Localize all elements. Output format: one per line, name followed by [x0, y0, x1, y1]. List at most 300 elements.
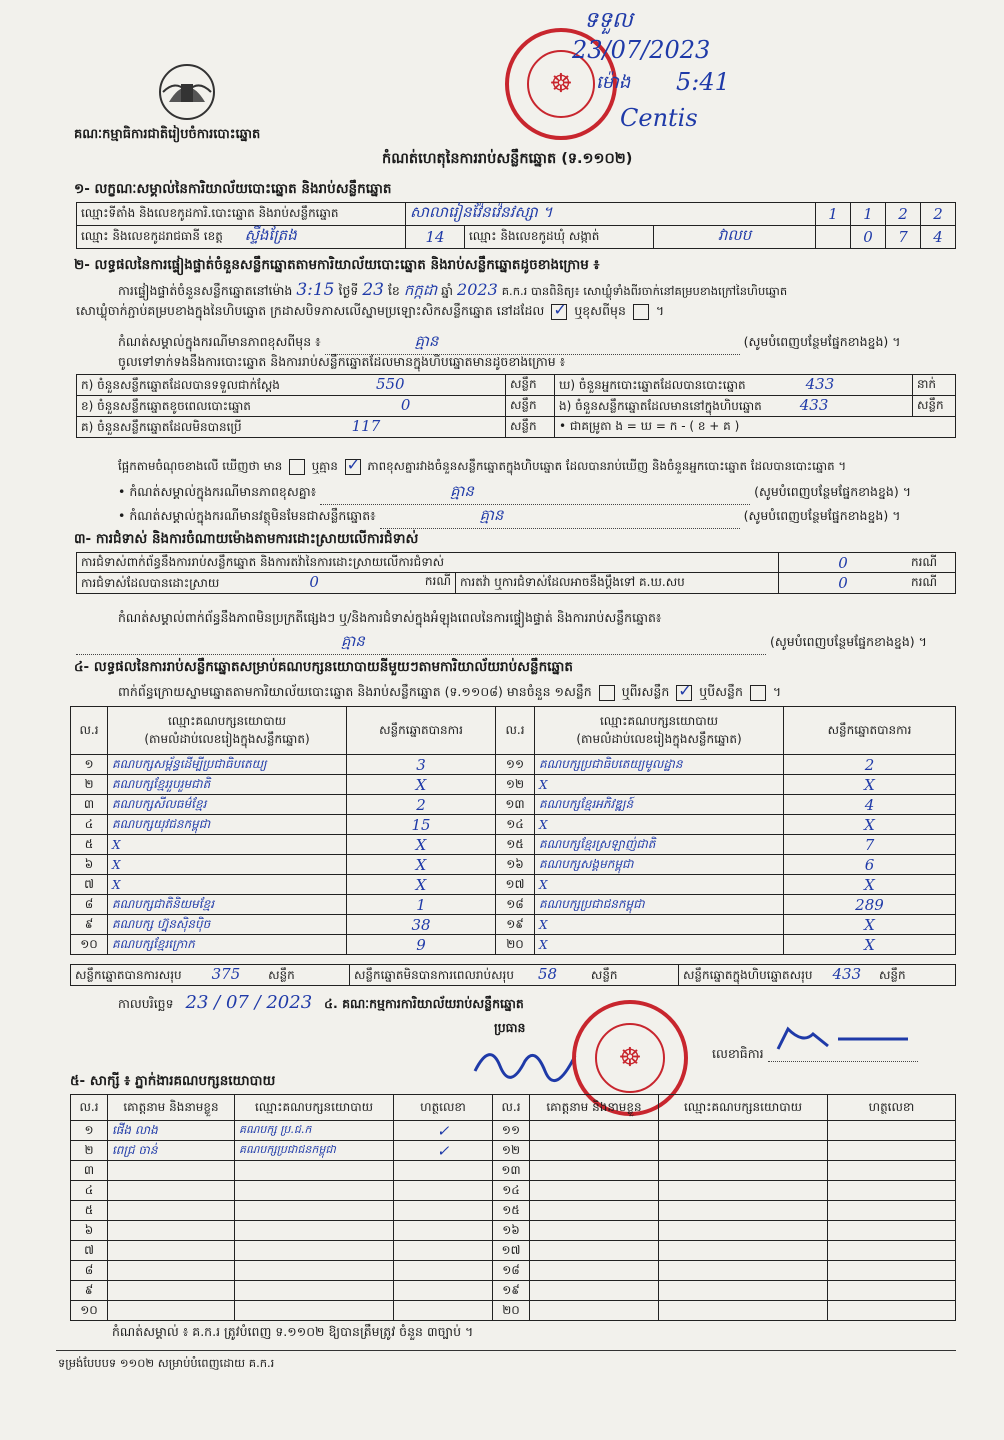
footer-rule — [56, 1350, 956, 1351]
date-value: 23 / 07 / 2023 — [185, 992, 313, 1013]
discrepancy-note-line — [118, 482, 911, 505]
verify-time: 3:15 — [296, 280, 335, 300]
left-party: គណបក្សយុវជនកម្ពុជា — [108, 815, 347, 835]
left-votes: X — [347, 875, 496, 895]
complaints-note: កំណត់សម្គាល់ពាក់ព័ន្ធនឹងភាពមិនប្រក្រតីផ្សេងៗ ឬ/និងការជំទាស់ក្នុងអំឡុងពេលនៃការផ្ទៀងផ្ទាត់ និងការរាប់សន្លឹកឆ្នោត៖ — [118, 610, 662, 625]
diff-note-value: គ្មាន — [325, 332, 740, 355]
complaints-row2b-unit: ករណី — [907, 573, 956, 594]
count-a-cell — [77, 375, 506, 396]
right-party: X — [535, 815, 784, 835]
sum-valid-unit: សន្លឹក — [268, 968, 295, 982]
witness-row — [71, 1181, 956, 1201]
w-right-party — [659, 1181, 828, 1201]
three-sheet-text: ឬបីសន្លឹក — [699, 684, 743, 699]
left-votes: X — [347, 855, 496, 875]
left-party: X — [108, 855, 347, 875]
w-left-no: ១០ — [71, 1301, 108, 1321]
verify-text-b: ថ្ងៃទី — [338, 283, 359, 298]
col-votes-right: សន្លឹកឆ្នោតបានការ — [784, 707, 956, 755]
discrepancy-note-hint: (សូមបំពេញបន្ថែមផ្នែកខាងខ្នង) ។ — [754, 484, 911, 499]
right-no: ១៣ — [496, 795, 535, 815]
right-votes: 6 — [784, 855, 956, 875]
results-row — [71, 755, 956, 775]
w-right-sign — [828, 1201, 956, 1221]
w-right-party — [659, 1161, 828, 1181]
count-c-value: 117 — [351, 417, 381, 435]
results-row — [71, 775, 956, 795]
right-votes: X — [784, 915, 956, 935]
complaints-row1-unit: ករណី — [907, 553, 956, 573]
w-col-party-right: ឈ្មោះគណបក្សនយោបាយ — [659, 1095, 828, 1121]
w-left-no: ៨ — [71, 1261, 108, 1281]
w-left-no: ៦ — [71, 1221, 108, 1241]
w-left-name: ផើង លាង — [108, 1121, 235, 1141]
witness-row — [71, 1141, 956, 1161]
foreign-object-value: គ្មាន — [380, 506, 740, 529]
diff-note-hint: (សូមបំពេញបន្ថែមផ្នែកខាងខ្នង) ។ — [743, 334, 901, 349]
right-no: ១៩ — [496, 915, 535, 935]
right-no: ១៧ — [496, 875, 535, 895]
final-note: កំណត់សម្គាល់ ៖ គ.ក.រ ត្រូវបំពេញ ទ.១១០២ ឱ្យបានត្រឹមត្រូវ ចំនួន ៣ច្បាប់ ។ — [112, 1324, 474, 1339]
sum-invalid-label: សន្លឹកឆ្នោតមិនបានការពេលរាប់សរុប — [354, 968, 514, 982]
commune-label: ឈ្មោះ និងលេខកូដឃុំ សង្កាត់ — [465, 226, 654, 249]
committee-stamp: ☸ — [572, 1000, 688, 1116]
has-discrepancy-checkbox[interactable] — [289, 459, 305, 475]
commune-value: វាលប — [654, 226, 816, 249]
w-left-sign — [394, 1241, 493, 1261]
commune-code-3: 4 — [921, 226, 956, 249]
w-right-name — [530, 1221, 659, 1241]
verify-text-c: ខែ — [387, 283, 400, 298]
w-left-sign — [394, 1221, 493, 1241]
w-left-party: គណបក្សប្រជាជនកម្ពុជា — [235, 1141, 394, 1161]
w-col-name-left: គោត្តនាម និងនាមខ្លួន — [108, 1095, 235, 1121]
w-left-no: ៧ — [71, 1241, 108, 1261]
w-left-party: គណបក្ស ប្រ.ជ.ក — [235, 1121, 394, 1141]
w-right-name — [530, 1241, 659, 1261]
complaints-note-value: គ្មាន — [76, 632, 766, 655]
left-no: ២ — [71, 775, 108, 795]
w-left-party — [235, 1221, 394, 1241]
verify-text-no: ឬខុសពីមុន — [574, 303, 626, 318]
w-left-name — [108, 1261, 235, 1281]
witness-row — [71, 1241, 956, 1261]
verify-year: 2023 — [457, 280, 498, 299]
w-left-no: ៩ — [71, 1281, 108, 1301]
w-left-sign — [394, 1301, 493, 1321]
w-left-no: ២ — [71, 1141, 108, 1161]
same-checkbox[interactable] — [551, 304, 567, 320]
chair-signature — [470, 1036, 580, 1090]
station-code-4: 2 — [921, 203, 956, 226]
results-table — [70, 706, 956, 955]
w-col-sign-left: ហត្ថលេខា — [394, 1095, 493, 1121]
tally-sheet-text: ពាក់ព័ន្ធក្រោយស្នាមឆ្នោតតាមការិយាល័យបោះឆ្នោត និងរាប់សន្លឹកឆ្នោត (ទ.១១០៨) មានចំនួន ១សន្លឹក — [118, 684, 592, 699]
w-left-name — [108, 1161, 235, 1181]
sum-valid-value: 375 — [211, 965, 241, 983]
verify-text-d: ឆ្នាំ — [441, 283, 454, 298]
discrepancy-text-2: ឬគ្មាន — [311, 459, 338, 473]
w-right-sign — [828, 1161, 956, 1181]
w-left-sign — [394, 1261, 493, 1281]
w-right-party — [659, 1141, 828, 1161]
results-summary — [70, 964, 956, 986]
right-votes: 289 — [784, 895, 956, 915]
right-party: X — [535, 915, 784, 935]
province-code: 14 — [406, 226, 465, 249]
foreign-object-label: • កំណត់សម្គាល់ក្នុងករណីមានវត្ថុមិនមែនជាសន្លឹកឆ្នោត៖ — [118, 508, 376, 523]
w-right-sign — [828, 1261, 956, 1281]
count-d-unit: នាក់ — [913, 375, 956, 396]
right-no: ២០ — [496, 935, 535, 955]
witness-row — [71, 1121, 956, 1141]
chair-label: ប្រធាន — [494, 1020, 526, 1035]
verify-text-p2: សោឃ្លុំចាក់ភ្ជាប់គម្របខាងក្នុងនៃហិបឆ្នោត ក្រដាសបិទភាសលើស្នាមប្រឡោះសិកសន្លឹកឆ្នោត នៅដដែល — [76, 303, 545, 318]
sum-total-cell — [679, 965, 956, 986]
left-no: ៩ — [71, 915, 108, 935]
count-e-cell — [555, 396, 913, 417]
right-party: គណបក្សសង្គមកម្ពុជា — [535, 855, 784, 875]
witness-row — [71, 1281, 956, 1301]
w-left-name — [108, 1221, 235, 1241]
count-a-value: 550 — [375, 375, 405, 393]
col-no-right: ល.រ — [496, 707, 535, 755]
different-checkbox[interactable] — [633, 304, 649, 320]
right-no: ១៦ — [496, 855, 535, 875]
right-votes: X — [784, 875, 956, 895]
w-right-no: ១៥ — [493, 1201, 530, 1221]
results-row — [71, 795, 956, 815]
w-right-name — [530, 1141, 659, 1161]
w-left-sign — [394, 1201, 493, 1221]
station-code-2: 1 — [851, 203, 886, 226]
complaints-row2-text: ការជំទាស់ដែលបានដោះស្រាយ — [81, 576, 220, 590]
verify-text-e: គ.ក.រ បានពិនិត្យ៖ សោឃ្លុំទាំងពីរចាក់នៅគម្របខាងក្រៅនៃហិបឆ្នោត — [501, 284, 788, 298]
left-party: គណបក្សសីលធម៌ខ្មែរ — [108, 795, 347, 815]
w-right-name — [530, 1181, 659, 1201]
sum-invalid-cell — [350, 965, 679, 986]
results-row — [71, 935, 956, 955]
commune-code-1: 0 — [851, 226, 886, 249]
left-party: X — [108, 835, 347, 855]
left-votes: 38 — [347, 915, 496, 935]
polling-station-label: ឈ្មោះទីតាំង និងលេខកូដការិ.បោះឆ្នោត និងរាប់សន្លឹកឆ្នោត — [77, 203, 406, 226]
w-left-sign: ✓ — [394, 1141, 493, 1161]
left-votes: 15 — [347, 815, 496, 835]
complaints-row2-label — [77, 573, 456, 594]
w-left-party — [235, 1301, 394, 1321]
w-right-no: ១៣ — [493, 1161, 530, 1181]
left-votes: 9 — [347, 935, 496, 955]
left-party: គណបក្ស ហ្វ៊ុនស៊ិនប៉ិច — [108, 915, 347, 935]
stamp-time-label: ម៉ោង — [596, 72, 631, 93]
right-votes: 2 — [784, 755, 956, 775]
left-party: X — [108, 875, 347, 895]
w-left-no: ១ — [71, 1121, 108, 1141]
left-party: គណបក្សខ្មែរក្រោក — [108, 935, 347, 955]
complaints-table — [76, 552, 956, 594]
stamp-received-text: ទទួល — [584, 8, 633, 33]
count-b-cell — [77, 396, 506, 417]
complaints-row1-label: ការជំទាស់ពាក់ព័ន្ធនឹងការរាប់សន្លឹកឆ្នោត និងការតវ៉ានៃការដោះស្រាយលើការជំទាស់ — [77, 553, 779, 573]
w-left-name — [108, 1301, 235, 1321]
w-right-sign — [828, 1121, 956, 1141]
complaints-row2b-value: 0 — [779, 573, 908, 594]
section3-title: ៣- ការជំទាស់ និងការចំណាយម៉ោងតាមការដោះស្រាយលើការជំទាស់ — [74, 531, 419, 547]
form-title: កំណត់ហេតុនៃការរាប់សន្លឹកឆ្នោត (ទ.១១០២) — [382, 151, 633, 167]
w-right-no: ១៧ — [493, 1241, 530, 1261]
complaints-row2b-label: ការតវ៉ា ឬការជំទាស់ដែលអាចនឹងប្តឹងទៅ គ.ឃ.សប — [456, 573, 779, 594]
right-party: គណបក្សខ្មែរអភិវឌ្ឍន៍ — [535, 795, 784, 815]
col-party-left — [108, 707, 347, 755]
witness-row — [71, 1221, 956, 1241]
left-votes: 1 — [347, 895, 496, 915]
count-a-label: ក) ចំនួនសន្លឹកឆ្នោតដែលបានទទួលជាក់ស្តែង — [81, 378, 280, 392]
secretary-signature — [768, 1046, 918, 1062]
left-no: ១០ — [71, 935, 108, 955]
right-party: X — [535, 775, 784, 795]
footer-text: ទម្រង់បែបបទ ១១០២ សម្រាប់បំពេញដោយ គ.ក.រ — [58, 1356, 275, 1370]
right-party: X — [535, 935, 784, 955]
results-row — [71, 815, 956, 835]
w-right-no: ១២ — [493, 1141, 530, 1161]
count-formula: • ជាគម្រូតា ង = ឃ = ក - ( ខ + គ ) — [555, 417, 956, 438]
polling-station-value: សាលារៀនវ៉ែនវ៉េនវស្សា ។ — [406, 203, 816, 226]
w-left-sign: ✓ — [394, 1121, 493, 1141]
w-left-party — [235, 1201, 394, 1221]
verify-text-a: ការផ្ទៀងផ្ទាត់ចំនួនសន្លឹកឆ្នោតនៅម៉ោង — [118, 283, 293, 298]
complaints-row2-value: 0 — [309, 573, 319, 591]
section1-title: ១- លក្ខណៈសម្គាល់នៃការិយាល័យបោះឆ្នោត និងរាប់សន្លឹកឆ្នោត — [74, 181, 392, 197]
w-right-name — [530, 1261, 659, 1281]
col-party-right-title: ឈ្មោះគណបក្សនយោបាយ — [599, 713, 719, 728]
w-left-no: ៤ — [71, 1181, 108, 1201]
left-votes: 2 — [347, 795, 496, 815]
w-left-name — [108, 1281, 235, 1301]
sum-invalid-unit: សន្លឹក — [590, 968, 618, 982]
count-e-value: 433 — [799, 396, 829, 414]
sum-total-unit: សន្លឹក — [878, 968, 906, 982]
province-value: ស្ទឹងត្រែង — [244, 226, 297, 244]
w-left-party — [235, 1241, 394, 1261]
foreign-object-hint: (សូមបំពេញបន្ថែមផ្នែកខាងខ្នង) ។ — [743, 508, 901, 523]
w-right-name — [530, 1281, 659, 1301]
verify-day: 23 — [362, 280, 384, 300]
w-right-name — [530, 1161, 659, 1181]
tally-sheet-line: ពាក់ព័ន្ធក្រោយស្នាមឆ្នោតតាមការិយាល័យបោះឆ្នោត និងរាប់សន្លឹកឆ្នោត (ទ.១១០៨) មានចំនួន ១សន្លឹក ឬពីរសន្លឹក ✓ ឬបីសន្លឹក ។ — [118, 684, 781, 703]
col-party-right — [535, 707, 784, 755]
right-no: ១៥ — [496, 835, 535, 855]
w-right-name — [530, 1201, 659, 1221]
right-party: គណបក្សប្រជាធិបតេយ្យមូលដ្ឋាន — [535, 755, 784, 775]
right-no: ១៤ — [496, 815, 535, 835]
w-right-party — [659, 1241, 828, 1261]
stamp-date: 23/07/2023 — [572, 36, 711, 64]
right-votes: 7 — [784, 835, 956, 855]
left-votes: 3 — [347, 755, 496, 775]
witness-row — [71, 1201, 956, 1221]
province-label-text: ឈ្មោះ និងលេខកូដរាជធានី ខេត្ត — [81, 229, 223, 243]
w-left-sign — [394, 1161, 493, 1181]
no-discrepancy-checkbox[interactable] — [345, 459, 361, 475]
witness-row — [71, 1161, 956, 1181]
w-left-party — [235, 1261, 394, 1281]
province-label — [77, 226, 406, 249]
w-col-name-right: គោត្តនាម និងនាមខ្លួន — [530, 1095, 659, 1121]
w-left-name: ពេជ្រ ចាន់ — [108, 1141, 235, 1161]
w-right-party — [659, 1261, 828, 1281]
col-no-left: ល.រ — [71, 707, 108, 755]
w-left-sign — [394, 1181, 493, 1201]
w-right-no: ២០ — [493, 1301, 530, 1321]
witness-row — [71, 1301, 956, 1321]
three-sheet-checkbox[interactable] — [750, 685, 766, 701]
right-party: X — [535, 875, 784, 895]
one-sheet-checkbox[interactable] — [599, 685, 615, 701]
w-left-name — [108, 1181, 235, 1201]
results-row — [71, 835, 956, 855]
verification-line — [118, 280, 958, 303]
received-stamp: ☸ — [505, 28, 617, 140]
count-d-cell — [555, 375, 913, 396]
left-no: ៦ — [71, 855, 108, 875]
count-d-label: ឃ) ចំនួនអ្នកបោះឆ្នោតដែលបានបោះឆ្នោត — [559, 378, 746, 392]
verification-line-2: សោឃ្លុំចាក់ភ្ជាប់គម្របខាងក្នុងនៃហិបឆ្នោត ក្រដាសបិទភាសលើស្នាមប្រឡោះសិកសន្លឹកឆ្នោត នៅដដែល ✓ ឬខុសពីមុន ។ — [76, 303, 664, 322]
left-no: ៤ — [71, 815, 108, 835]
w-left-name — [108, 1201, 235, 1221]
discrepancy-line — [118, 458, 846, 476]
count-c-cell — [77, 417, 506, 438]
w-col-sign-right: ហត្ថលេខា — [828, 1095, 956, 1121]
count-b-label: ខ) ចំនួនសន្លឹកឆ្នោតខូចពេលបោះឆ្នោត — [81, 399, 251, 413]
left-party: គណបក្សជាតិនិយមខ្មែរ — [108, 895, 347, 915]
committee-title: ៤. គណៈកម្មការការិយាល័យរាប់សន្លឹកឆ្នោត — [324, 996, 524, 1011]
section1-table — [76, 202, 956, 249]
stamp-signature: Centis — [620, 104, 698, 132]
w-right-name — [530, 1301, 659, 1321]
sum-valid-label: សន្លឹកឆ្នោតបានការសរុប — [75, 968, 182, 982]
left-no: ១ — [71, 755, 108, 775]
complaints-note-line — [76, 632, 927, 655]
count-e-label: ង) ចំនួនសន្លឹកឆ្នោតដែលមាននៅក្នុងហិបឆ្នោត — [559, 399, 762, 413]
commune-code-2: 7 — [886, 226, 921, 249]
w-left-no: ៣ — [71, 1161, 108, 1181]
right-votes: 4 — [784, 795, 956, 815]
discrepancy-text-1: ផ្អែកតាមចំណុចខាងលើ ឃើញថា មាន — [118, 459, 283, 473]
secretary-label: លេខាធិការ — [712, 1046, 764, 1061]
w-right-party — [659, 1281, 828, 1301]
nec-emblem — [155, 62, 219, 122]
station-code-3: 2 — [886, 203, 921, 226]
left-votes: X — [347, 775, 496, 795]
w-left-name — [108, 1241, 235, 1261]
right-party: គណបក្សប្រជាជនកម្ពុជា — [535, 895, 784, 915]
counts-table — [76, 374, 956, 438]
w-right-no: ១៦ — [493, 1221, 530, 1241]
complaints-row2-unit: ករណី — [424, 574, 451, 588]
w-right-sign — [828, 1221, 956, 1241]
count-e-unit: សន្លឹក — [913, 396, 956, 417]
w-right-party — [659, 1121, 828, 1141]
section4-title: ៤- លទ្ធផលនៃការរាប់សន្លឹកឆ្នោតសម្រាប់គណបក្សនយោបាយនីមួយៗតាមការិយាល័យរាប់សន្លឹកឆ្នោត — [74, 659, 573, 675]
col-party-right-sub: (តាមលំដាប់លេខរៀងក្នុងសន្លឹកឆ្នោត) — [576, 731, 742, 746]
station-code-1: 1 — [816, 203, 851, 226]
w-col-no-right: ល.រ — [493, 1095, 530, 1121]
sum-invalid-value: 58 — [537, 965, 558, 983]
count-c-unit: សន្លឹក — [506, 417, 555, 438]
verify-month: កក្កដា — [403, 281, 438, 299]
discrepancy-text-3: ភាពខុសគ្នារវាងចំនួនសន្លឹកឆ្នោតក្នុងហិបឆ្នោត ដែលបានរាប់ឃើញ និងចំនួនអ្នកបោះឆ្នោត ដែលបានបោះឆ្នោត ។ — [367, 459, 847, 473]
w-left-party — [235, 1281, 394, 1301]
sum-total-label: សន្លឹកឆ្នោតក្នុងហិបឆ្នោតសរុប — [683, 968, 813, 982]
witness-table — [70, 1094, 956, 1321]
org-name: គណៈកម្មាធិការជាតិរៀបចំការបោះឆ្នោត — [74, 127, 261, 142]
left-no: ៧ — [71, 875, 108, 895]
w-left-no: ៥ — [71, 1201, 108, 1221]
left-no: ៥ — [71, 835, 108, 855]
results-body — [71, 755, 956, 955]
right-no: ១១ — [496, 755, 535, 775]
two-sheet-text: ឬពីរសន្លឹក — [621, 684, 670, 699]
sum-total-value: 433 — [832, 965, 862, 983]
w-left-party — [235, 1161, 394, 1181]
section2-title: ២- លទ្ធផលនៃការផ្ទៀងផ្ទាត់ចំនួនសន្លឹកឆ្នោតតាមការិយាល័យបោះឆ្នោត និងរាប់សន្លឹកឆ្នោតដូចខាងក្រោម ៖ — [74, 257, 600, 273]
w-right-no: ១១ — [493, 1121, 530, 1141]
complaints-note-hint: (សូមបំពេញបន្ថែមផ្នែកខាងខ្នង) ។ — [769, 634, 927, 649]
results-row — [71, 895, 956, 915]
discrepancy-note-label: • កំណត់សម្គាល់ក្នុងករណីមានភាពខុសគ្នា៖ — [118, 484, 317, 499]
w-right-no: ១៤ — [493, 1181, 530, 1201]
left-no: ៨ — [71, 895, 108, 915]
sum-valid-cell — [71, 965, 350, 986]
w-right-no: ១៩ — [493, 1281, 530, 1301]
secretary-line — [712, 1046, 918, 1065]
count-b-unit: សន្លឹក — [506, 396, 555, 417]
w-right-sign — [828, 1301, 956, 1321]
results-row — [71, 855, 956, 875]
w-right-no: ១៨ — [493, 1261, 530, 1281]
count-c-label: គ) ចំនួនសន្លឹកឆ្នោតដែលមិនបានប្រើ — [81, 420, 242, 434]
col-votes-left: សន្លឹកឆ្នោតបានការ — [347, 707, 496, 755]
w-right-sign — [828, 1241, 956, 1261]
results-row — [71, 915, 956, 935]
w-right-party — [659, 1301, 828, 1321]
w-right-party — [659, 1201, 828, 1221]
count-b-value: 0 — [400, 396, 411, 414]
witness-body — [71, 1121, 956, 1321]
results-row — [71, 875, 956, 895]
right-votes: X — [784, 775, 956, 795]
w-right-party — [659, 1221, 828, 1241]
counts-intro: ចូលទៅទាក់ទងនឹងការបោះឆ្នោត និងការរាប់សន្លឹកឆ្នោតដែលមានក្នុងហិបឆ្នោតមានដូចខាងក្រោម ៖ — [118, 354, 566, 369]
right-votes: X — [784, 935, 956, 955]
right-party: គណបក្សខ្មែរស្រឡាញ់ជាតិ — [535, 835, 784, 855]
two-sheet-checkbox[interactable] — [676, 685, 692, 701]
w-right-sign — [828, 1141, 956, 1161]
section5-title: ៥- សាក្សី ៖ ភ្នាក់ងារគណបក្សនយោបាយ — [70, 1073, 276, 1089]
left-party: គណបក្សសម្ព័ន្ធដើម្បីប្រជាធិបតេយ្យ — [108, 755, 347, 775]
count-d-value: 433 — [805, 375, 835, 393]
w-left-party — [235, 1181, 394, 1201]
stamp-time: 5:41 — [676, 68, 730, 96]
w-col-party-left: ឈ្មោះគណបក្សនយោបាយ — [235, 1095, 394, 1121]
witness-row — [71, 1261, 956, 1281]
foreign-object-line — [118, 506, 900, 529]
discrepancy-note-value: គ្មាន — [320, 482, 750, 505]
left-no: ៣ — [71, 795, 108, 815]
count-a-unit: សន្លឹក — [506, 375, 555, 396]
commune-code-empty — [816, 226, 851, 249]
